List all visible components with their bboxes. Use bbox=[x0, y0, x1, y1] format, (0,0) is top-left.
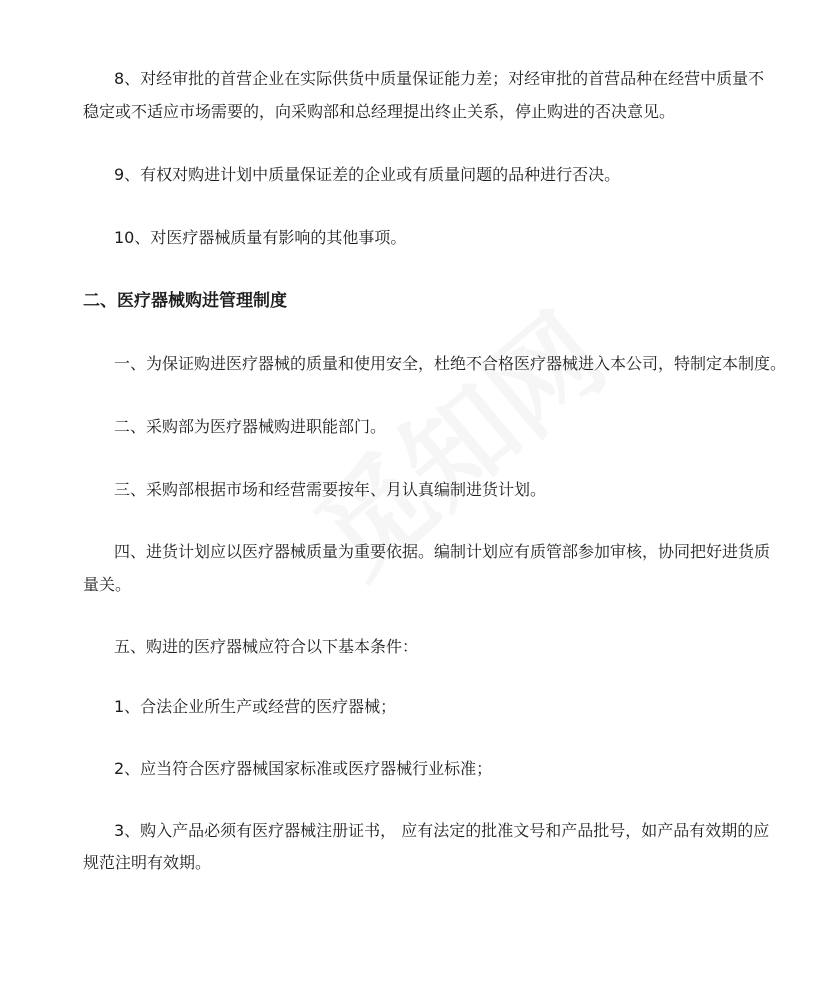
clause-1: 一、为保证购进医疗器械的质量和使用安全，杜绝不合格医疗器械进入本公司，特制定本制度。 bbox=[114, 354, 787, 373]
paragraph-8-line-2: 稳定或不适应市场需要的，向采购部和总经理提出终止关系，停止购进的否决意见。 bbox=[83, 102, 676, 121]
paragraph-10: 10、对医疗器械质量有影响的其他事项。 bbox=[114, 228, 407, 247]
clause-2: 二、采购部为医疗器械购进职能部门。 bbox=[114, 417, 387, 436]
paragraph-8-line-1: 8、对经审批的首营企业在实际供货中质量保证能力差；对经审批的首营品种在经营中质量不 bbox=[114, 69, 765, 88]
section-heading: 二、医疗器械购进管理制度 bbox=[83, 291, 287, 311]
clause-3: 三、采购部根据市场和经营需要按年、月认真编制进货计划。 bbox=[114, 480, 547, 499]
clause-4-line-2: 量关。 bbox=[83, 575, 132, 594]
condition-3-line-2: 规范注明有效期。 bbox=[83, 853, 212, 872]
condition-1: 1、合法企业所生产或经营的医疗器械； bbox=[114, 697, 397, 716]
clause-4-line-1: 四、进货计划应以医疗器械质量为重要依据。编制计划应有质管部参加审核，协同把好进货质 bbox=[114, 542, 771, 561]
paragraph-9: 9、有权对购进计划中质量保证差的企业或有质量问题的品种进行否决。 bbox=[114, 165, 621, 184]
clause-5: 五、购进的医疗器械应符合以下基本条件： bbox=[114, 637, 419, 656]
condition-2: 2、应当符合医疗器械国家标准或医疗器械行业标准； bbox=[114, 759, 493, 778]
condition-3-line-1: 3、购入产品必须有医疗器械注册证书， 应有法定的批准文号和产品批号，如产品有效期的应 bbox=[114, 821, 770, 840]
